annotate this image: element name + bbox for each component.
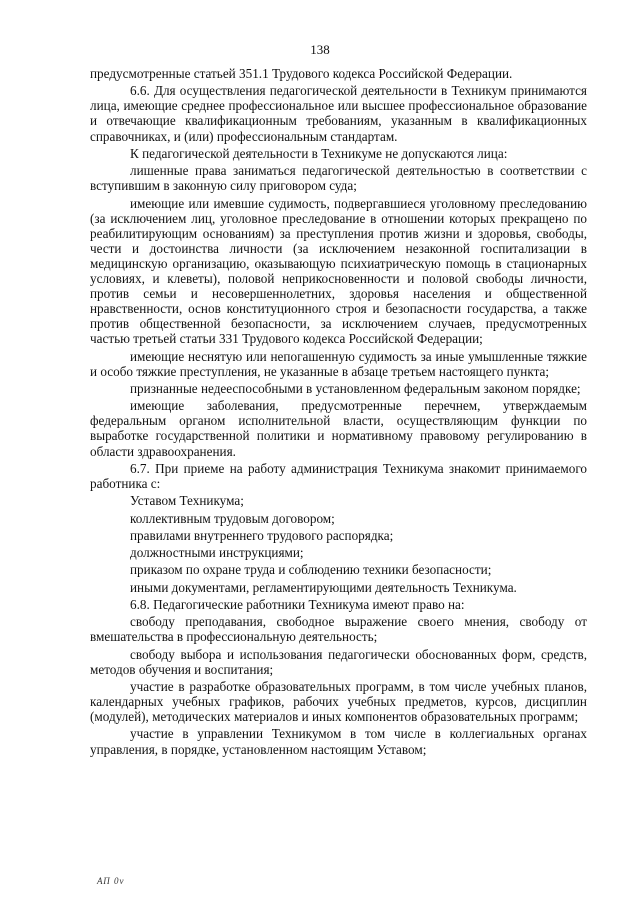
page-number: 138 — [310, 42, 330, 57]
paragraph-15: иными документами, регламентирующими деятельность Техникума. — [130, 579, 517, 595]
paragraph-17: свободу преподавания, свободное выражение своего мнения, свободу от вмешательства в профессиональную деятельность; — [90, 614, 587, 645]
document-body — [90, 66, 587, 759]
paragraph-2: 6.6. Для осуществления педагогической деятельности в Техникум принимаются лица, имеющие среднее профессиональное или высшее профессиональное образование и отвечающие квалификационным требованиям, указанным в квалификационных справочниках, и (или) профессиональным стандартам. — [90, 83, 587, 144]
paragraph-10: Уставом Техникума; — [130, 493, 244, 509]
paragraph-11: коллективным трудовым договором; — [130, 510, 335, 526]
paragraph-16: 6.8. Педагогические работники Техникума имеют право на: — [130, 596, 465, 612]
footer-mark: АП 0v — [97, 876, 125, 886]
paragraph-7: признанные недееспособными в установленном федеральным законом порядке; — [130, 381, 581, 396]
paragraph-19: участие в разработке образовательных программ, в том числе учебных планов, календарных учебных графиков, рабочих учебных предметов, курсов, дисциплин (модулей), методических материалов и иных компонентов образовательных программ; — [90, 678, 587, 725]
paragraph-14: приказом по охране труда и соблюдению техники безопасности; — [130, 562, 492, 578]
paragraph-1: предусмотренные статьей 351.1 Трудового кодекса Российской Федерации. — [90, 66, 513, 81]
paragraph-20: участие в управлении Техникумом в том числе в коллегиальных органах управления, в порядке, установленном настоящим Уставом; — [90, 726, 587, 757]
paragraph-12: правилами внутреннего трудового распорядка; — [130, 527, 394, 543]
paragraph-18: свободу выбора и использования педагогически обоснованных форм, средств, методов обучения и воспитания; — [90, 646, 587, 677]
paragraph-5: имеющие или имевшие судимость, подвергавшиеся уголовному преследованию (за исключением лиц, уголовное преследование в отношении которых прекращено по реабилитирующим основаниям) за преступления против жизни и здоровья, свободы, чести и достоинства личности (за исключением незаконной госпитализации в медицинскую организацию, оказывающую психиатрическую помощь в стационарных условиях, и клеветы), половой неприкосновенности и половой свободы личности, против семьи и несовершеннолетних, здоровья населения и общественной нравственности, основ конституционного строя и безопасности государства, а также против общественной безопасности, за исключением случаев, предусмотренных частью третьей статьи 331 Трудового кодекса Российской Федерации; — [90, 195, 587, 347]
paragraph-3: К педагогической деятельности в Техникуме не допускаются лица: — [130, 145, 508, 161]
paragraph-8: имеющие заболевания, предусмотренные перечнем, утверждаемым федеральным органом исполнительной власти, осуществляющим функции по выработке государственной политики и нормативному правовому регулированию в области здравоохранения. — [90, 398, 587, 459]
paragraph-9: 6.7. При приеме на работу администрация Техникума знакомит принимаемого работника с: — [90, 460, 587, 491]
paragraph-6: имеющие неснятую или непогашенную судимость за иные умышленные тяжкие и особо тяжкие преступления, не указанные в абзаце третьем настоящего пункта; — [90, 348, 587, 379]
paragraph-4: лишенные права заниматься педагогической деятельностью в соответствии с вступившим в законную силу приговором суда; — [90, 163, 587, 194]
paragraph-13: должностными инструкциями; — [130, 545, 304, 561]
